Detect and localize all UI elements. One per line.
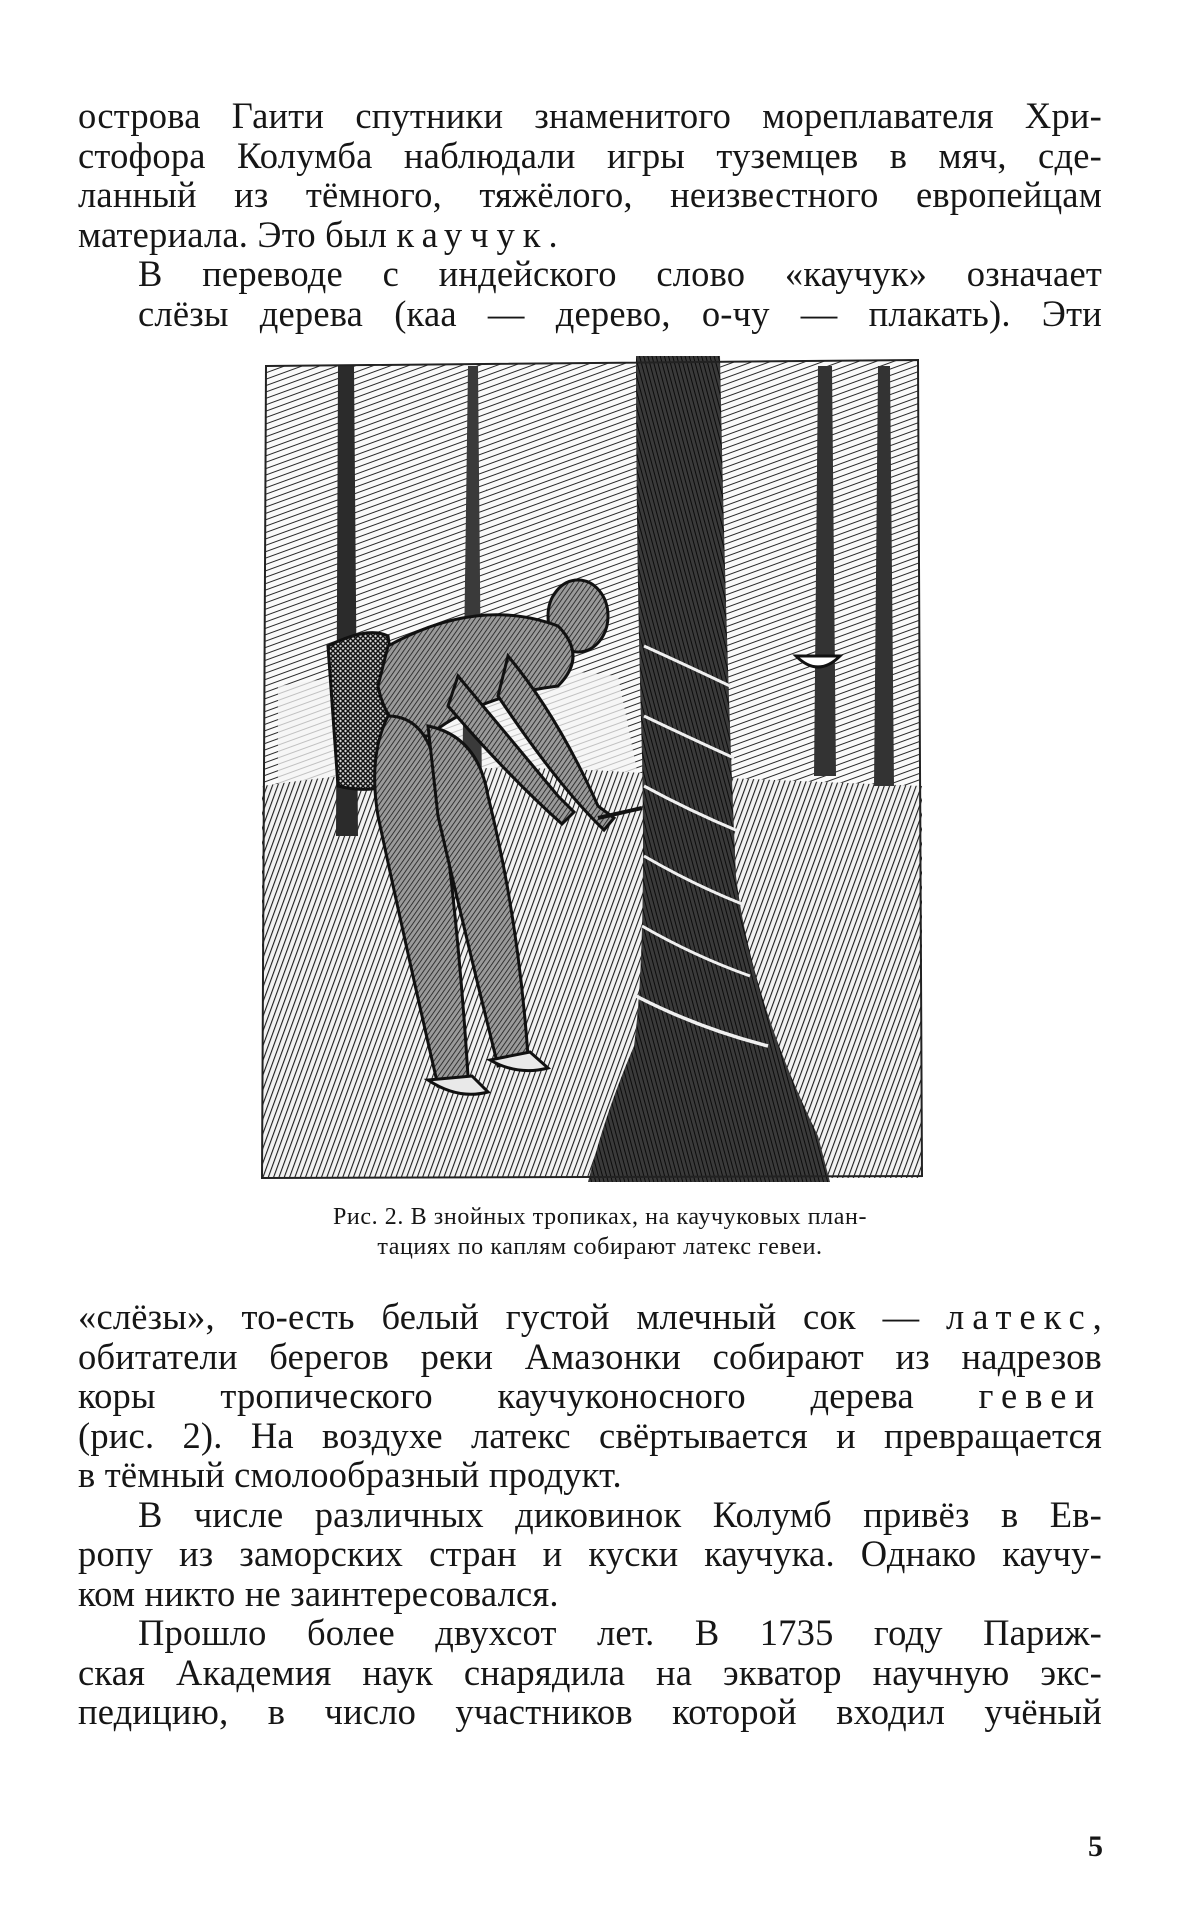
bottom-text-block	[78, 1297, 1102, 1732]
text-fragment: .	[548, 213, 558, 255]
text-line: ком никто не заинтересовался.	[78, 1572, 559, 1614]
ground	[262, 768, 922, 1178]
text-line: острова Гаити спутники знаменитого мореплавателя Хри-	[78, 95, 1102, 136]
text-fragment: коры тропического каучуконосного дерева	[78, 1375, 979, 1416]
text-line	[78, 1297, 1102, 1337]
text-line: Прошло более двухсот лет. В 1735 году Париж-	[138, 1612, 1102, 1653]
text-fragment: «слёзы», то-есть белый густой млечный сок —	[78, 1296, 947, 1337]
text-line: В переводе с индейского слово «каучук» означает	[138, 253, 1102, 294]
top-text-block	[78, 96, 1102, 333]
paragraph-4	[78, 1495, 1102, 1614]
emphasized-term: каучук	[396, 213, 549, 255]
text-line: (рис. 2). На воздухе латекс свёртывается и превращается	[78, 1414, 1102, 1456]
emphasized-term: латекс	[946, 1296, 1093, 1337]
page-number: 5	[1088, 1830, 1103, 1863]
text-line: обитатели берегов реки Амазонки собирают из надрезов	[78, 1335, 1102, 1377]
text-line: в тёмный смолообразный продукт.	[78, 1454, 622, 1495]
text-fragment: материала. Это был	[78, 213, 397, 255]
rubber-tapping-illustration	[258, 356, 926, 1182]
text-line: стофора Колумба наблюдали игры туземцев в мяч, сде-	[78, 134, 1102, 176]
text-line: ская Академия наук снарядила на экватор научную экс-	[78, 1651, 1102, 1693]
figure-caption	[200, 1202, 1000, 1262]
text-line	[78, 215, 1102, 255]
text-line	[78, 1376, 1102, 1416]
text-line: В числе различных диковинок Колумб привёз в Ев-	[138, 1493, 1102, 1535]
text-line: ланный из тёмного, тяжёлого, неизвестного европейцам	[78, 174, 1102, 215]
paragraph-2	[78, 254, 1102, 333]
paragraph-3	[78, 1297, 1102, 1495]
paragraph-5	[78, 1613, 1102, 1732]
caption-line: тациях по каплям собирают латекс гевеи.	[377, 1234, 823, 1260]
engraving-image	[258, 356, 926, 1182]
text-line: слёзы дерева (каа — дерево, о-чу — плакать). Эти	[138, 292, 1102, 334]
text-line: ропу из заморских стран и куски каучука. Однако каучу-	[78, 1533, 1102, 1574]
paragraph-1	[78, 96, 1102, 254]
text-line: педицию, в число участников которой входил учёный	[78, 1691, 1102, 1732]
text-fragment: ,	[1092, 1296, 1102, 1337]
emphasized-term: гевеи	[978, 1375, 1102, 1416]
caption-line: Рис. 2. В знойных тропиках, на каучуковых план-	[332, 1204, 868, 1230]
